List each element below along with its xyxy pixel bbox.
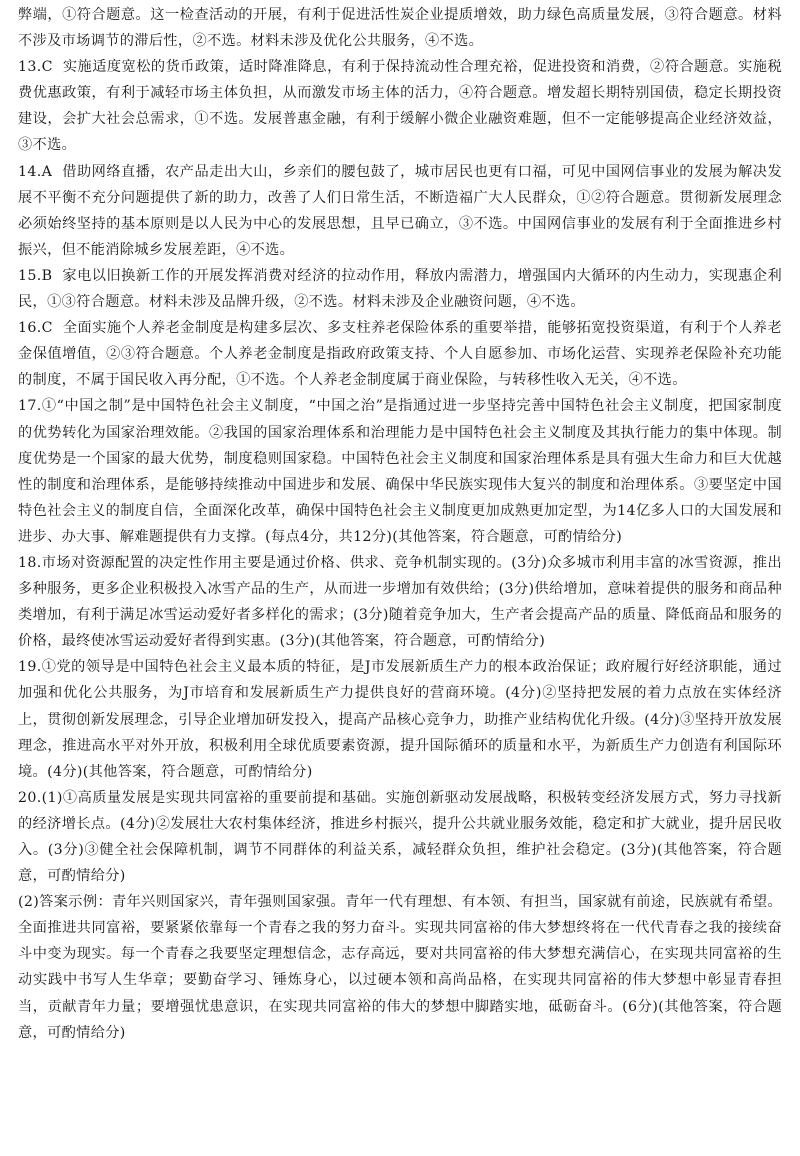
answer-text: ①党的领导是中国特色社会主义最本质的特征，是J市发展新质生产力的根本政治保证；政府履行好经济职能，通过加强和优化公共服务，为J市培育和发展新质生产力提供良好的营商环境。(4分)②坚持把发展的着力点放在实体经济上，贯彻创新发展理念，引导企业增加研发投入，提高产品核心竞争力，助推产业结构优化升级。(4分)③坚持开放发展理念，推进高水平对外开放，积极利用全球优质要素资源，提升国际循环的质量和水平，为新质生产力创造有利国际环境。(4分)(其他答案，符合题意，可酌情给分) — [18, 659, 782, 780]
answer-text: 弊端，①符合题意。这一检查活动的开展，有利于促进活性炭企业提质增效，助力绿色高质量发展，③符合题意。材料不涉及市场调节的滞后性，②不选。材料未涉及优化公共服务，④不选。 — [18, 7, 782, 50]
answer-13 — [18, 54, 782, 158]
answer-14 — [18, 159, 782, 263]
answer-text: 家电以旧换新工作的开展发挥消费对经济的拉动作用，释放内需潜力，增强国内大循环的内生动力，实现惠企利民，①③符合题意。材料未涉及品牌升级，②不选。材料未涉及企业融资问题，④不选。 — [18, 267, 782, 311]
answer-text: (1)①高质量发展是实现共同富裕的重要前提和基础。实施创新驱动发展战略，积极转变经济发展方式，努力寻找新的经济增长点。(4分)②发展壮大农村集体经济，推进乡村振兴，提升公共就业服务效能，稳定和扩大就业，提升居民收入。(3分)③健全社会保障机制，调节不同群体的利益关系，减轻群众负担，维护社会稳定。(3分)(其他答案，符合题意，可酌情给分) — [18, 789, 783, 885]
answer-text: 实施适度宽松的货币政策，适时降准降息，有利于保持流动性合理充裕，促进投资和消费，②符合题意。实施税费优惠政策，有利于减轻市场主体负担，从而激发市场主体的活力，④符合题意。增发超长期特别国债，稳定长期投资建设，会扩大社会总需求，①不选。发展普惠金融，有利于缓解小微企业融资难题，但不一定能够提高企业经济效益，③不选。 — [18, 59, 782, 154]
question-number: 19. — [18, 659, 42, 676]
answer-17 — [18, 393, 782, 550]
answer-text: 市场对资源配置的决定性作用主要是通过价格、供求、竞争机制实现的。(3分)众多城市利用丰富的冰雪资源，推出多种服务，更多企业积极投入冰雪产品的生产，从而进一步增加有效供给；(3分)供给增加，意味着提供的服务和商品种类增加，有利于满足冰雪运动爱好者多样化的需求；(3分)随着竞争加大，生产者会提高产品的质量、降低商品和服务的价格，最终使冰雪运动爱好者得到实惠。(3分)(其他答案，符合题意，可酌情给分) — [18, 554, 783, 650]
answer-16 — [18, 315, 782, 393]
question-number: 15.B — [18, 267, 53, 284]
answer-15 — [18, 263, 782, 315]
answer-text: 借助网络直播，农产品走出大山，乡亲们的腰包鼓了，城市居民也更有口福，可见中国网信事业的发展为解决发展不平衡不充分问题提供了新的助力，改善了人们日常生活，不断造福广大人民群众，①②符合题意。贯彻新发展理念必须始终坚持的基本原则是以人民为中心的发展思想，且早已确立，③不选。中国网信事业的发展有利于全面推进乡村振兴，但不能消除城乡发展差距，④不选。 — [18, 163, 782, 258]
question-number: 16.C — [18, 320, 53, 337]
question-number: 18. — [18, 554, 42, 571]
question-number: 14.A — [18, 163, 53, 180]
answer-text: ①“中国之制”是中国特色社会主义制度，“中国之治”是指通过进一步坚持完善中国特色社会主义制度，把国家制度的优势转化为国家治理效能。②我国的国家治理体系和治理能力是中国特色社会主义制度及其执行能力的集中体现。制度优势是一个国家的最大优势，制度稳则国家稳。中国特色社会主义制度和国家治理体系是具有强大生命力和巨大优越性的制度和治理体系，是能够持续推动中国进步和发展、确保中华民族实现伟大复兴的制度和治理体系。③要坚定中国特色社会主义的制度自信，全面深化改革，确保中国特色社会主义制度更加成熟更加定型，为14亿多人口的大国发展和进步、办大事、解难题提供有力支撑。(每点4分，共12分)(其他答案，符合题意，可酌情给分) — [18, 398, 782, 545]
answer-text: (2)答案示例：青年兴则国家兴，青年强则国家强。青年一代有理想、有本领、有担当，国家就有前途，民族就有希望。全面推进共同富裕，要紧紧依靠每一个青春之我的努力奋斗。实现共同富裕的伟大梦想终将在一代代青春之我的接续奋斗中变为现实。每一个青春之我要坚定理想信念，志存高远，要对共同富裕的伟大梦想充满信心，在实现共同富裕的生动实践中书写人生华章；要勤奋学习、锤炼身心，以过硬本领和高尚品格，在实现共同富裕的伟大梦想中彰显青春担当，贡献青年力量；要增强忧患意识，在实现共同富裕的伟大的梦想中脚踏实地，砥砺奋斗。(6分)(其他答案，符合题意，可酌情给分) — [18, 894, 782, 1041]
answer-20-part-2 — [18, 889, 782, 1046]
question-number: 13.C — [18, 59, 53, 76]
question-number: 20. — [18, 789, 42, 806]
answer-19 — [18, 654, 782, 784]
answer-12-continuation — [18, 2, 782, 54]
answer-text: 全面实施个人养老金制度是构建多层次、多支柱养老保险体系的重要举措，能够拓宽投资渠道，有利于个人养老金保值增值，②③符合题意。个人养老金制度是指政府政策支持、个人自愿参加、市场化运营、实现养老保险补充功能的制度，不属于国民收入再分配，①不选。个人养老金制度属于商业保险，与转移性收入无关，④不选。 — [18, 320, 782, 389]
answer-20-part-1 — [18, 785, 782, 889]
answer-18 — [18, 550, 782, 654]
question-number: 17. — [18, 398, 42, 415]
